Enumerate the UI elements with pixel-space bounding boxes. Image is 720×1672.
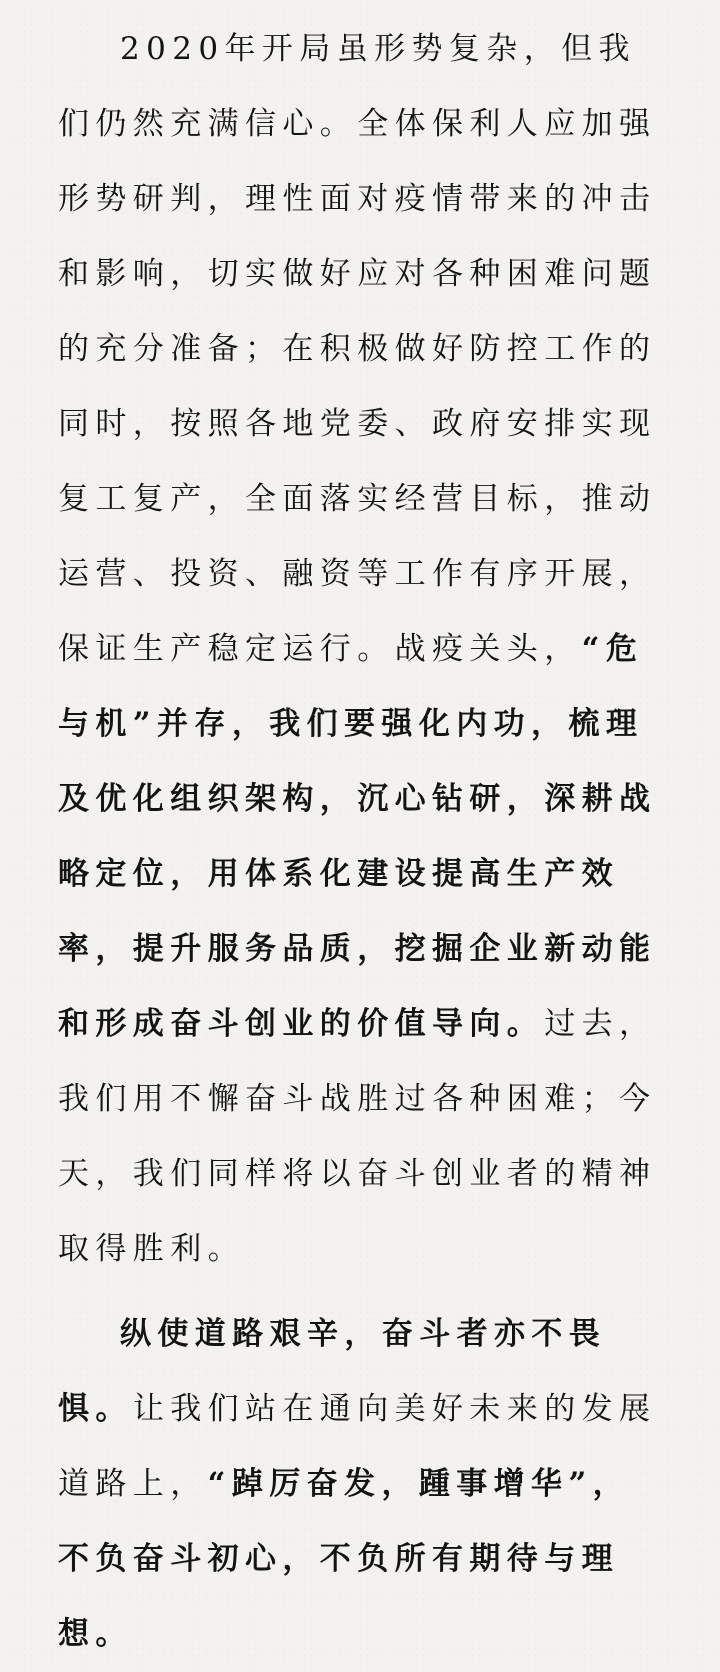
paragraph-1-lead: 2020年开局虽形势复杂，但我们仍然充满信心。全体保利人应加强形势研判，理性面对疫情带来的冲击和影响，切实做好应对各种困难问题的充分准备；在积极做好防控工作的同时，按照各地党委、政府安排实现复工复产，全面落实经营目标，推动运营、投资、融资等工作有序开展，保证生产稳定运行。战疫关头， (58, 31, 657, 667)
paragraph-1 (58, 12, 662, 1287)
paragraph-2-emphasis: “踔厉奋发，踵事增华”，不负奋斗初心，不负所有期待与理想。 (58, 1466, 631, 1652)
paragraph-2-lead-emphasis: 纵使道路艰辛，奋斗者亦不畏惧。 (58, 1316, 607, 1427)
paragraph-1-emphasis: “危与机”并存，我们要强化内功，梳理及优化组织架构，沉心钻研，深耕战略定位，用体系化建设提高生产效率，提升服务品质，挖掘企业新动能和形成奋斗创业的价值导向。 (58, 631, 657, 1042)
paragraph-1-tail: 过去，我们用不懈奋斗战胜过各种困难；今天，我们同样将以奋斗创业者的精神取得胜利。 (58, 1006, 657, 1267)
paragraph-2-middle: 让我们站在通向美好未来的发展道路上， (58, 1391, 657, 1502)
paragraph-2 (58, 1297, 662, 1672)
